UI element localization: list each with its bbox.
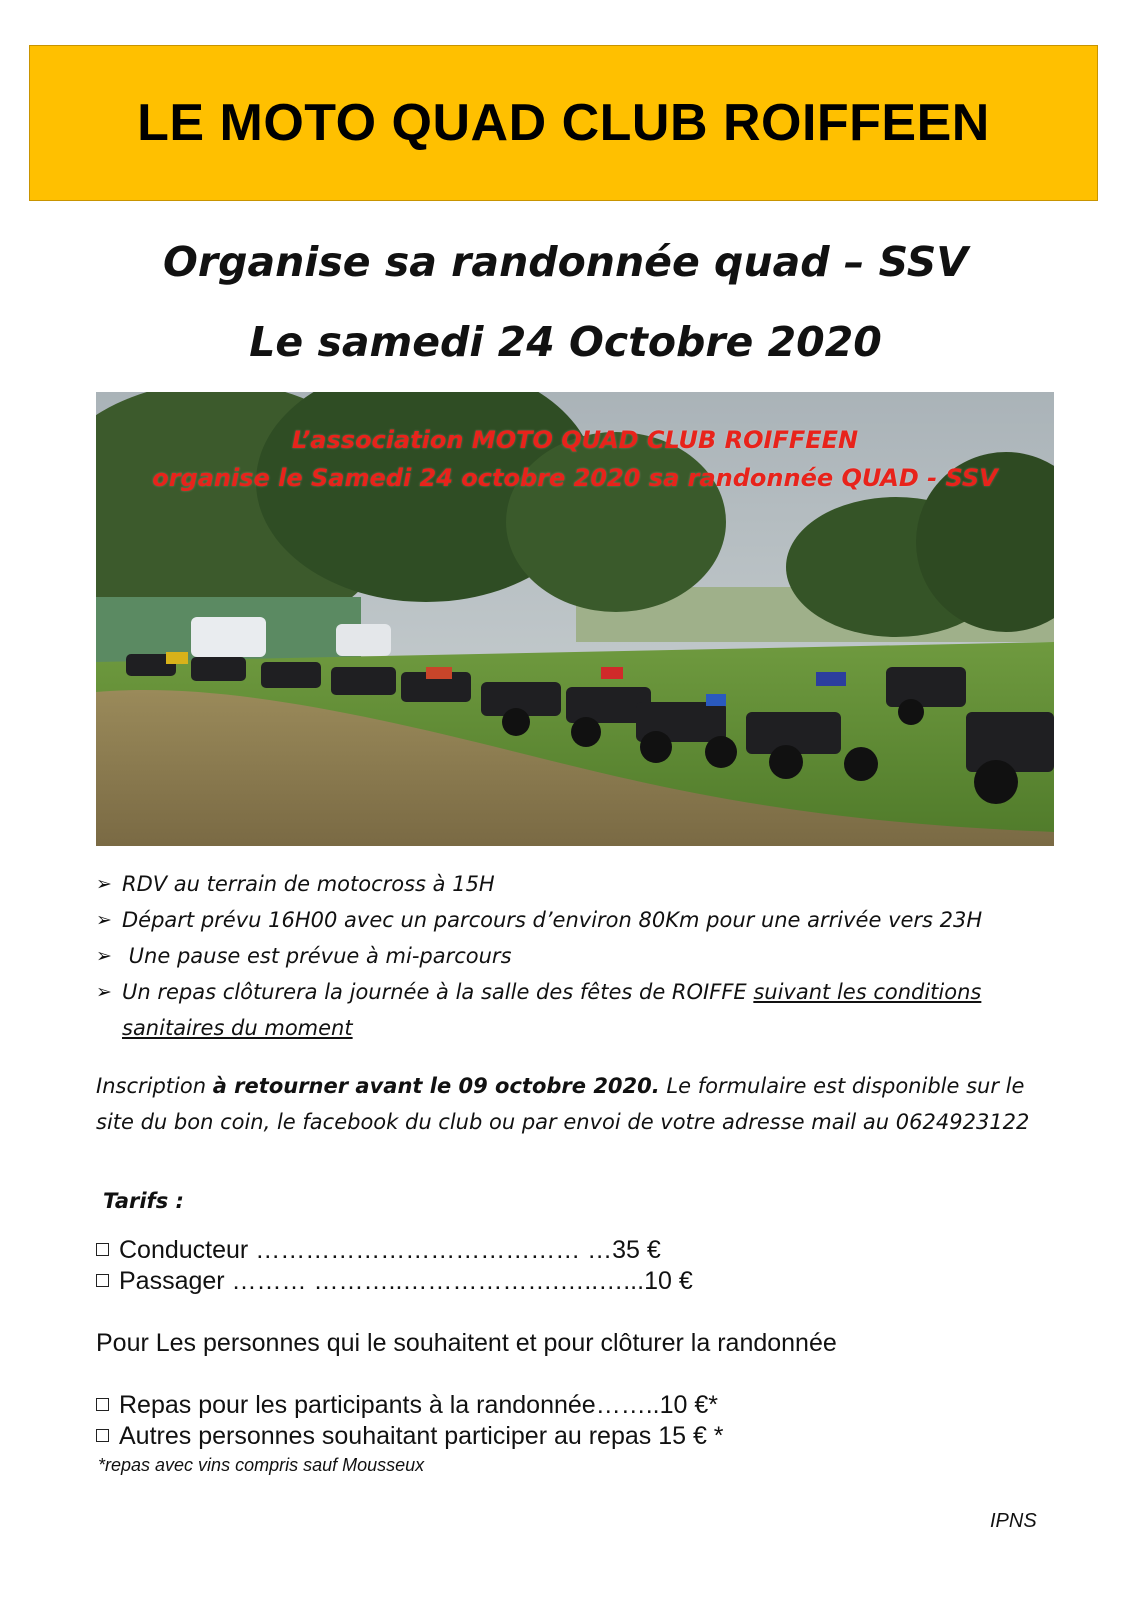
list-item bbox=[96, 938, 1056, 974]
event-date: Le samedi 24 Octobre 2020 bbox=[249, 318, 882, 366]
detail-pause: Une pause est prévue à mi-parcours bbox=[122, 944, 512, 968]
event-heading: Organise sa randonnée quad – SSV bbox=[163, 238, 968, 286]
detail-repas: Un repas clôturera la journée à la salle des fêtes de ROIFFE bbox=[122, 980, 754, 1004]
tarifs-heading: Tarifs : bbox=[103, 1189, 184, 1213]
checkbox-icon bbox=[96, 1398, 109, 1411]
inscription-deadline: à retourner avant le 09 octobre 2020. bbox=[212, 1074, 660, 1098]
repas-footnote: *repas avec vins compris sauf Mousseux bbox=[98, 1455, 425, 1475]
ipns-mark: IPNS bbox=[990, 1510, 1037, 1532]
inscription-details: Le formulaire est disponible sur le site du bon coin, le facebook du club ou par envoi de votre adresse mail au 0624923122 bbox=[96, 1074, 1030, 1134]
arrow-bullet-icon: ➢ bbox=[96, 909, 112, 931]
repas-participants bbox=[96, 1391, 718, 1420]
detail-repas-conditions: suivant les conditions sanitaires du moment bbox=[122, 980, 982, 1040]
title-banner bbox=[29, 45, 1098, 201]
arrow-bullet-icon: ➢ bbox=[96, 873, 112, 895]
tarif-passager bbox=[96, 1267, 693, 1296]
repas-autres bbox=[96, 1422, 724, 1451]
photo-caption-line1: L’association MOTO QUAD CLUB ROIFFEEN bbox=[291, 426, 859, 454]
event-details-list bbox=[96, 866, 1056, 1046]
photo-illustration bbox=[96, 392, 1054, 846]
detail-rdv: RDV au terrain de motocross à 15H bbox=[122, 872, 495, 896]
repas-intro: Pour Les personnes qui le souhaitent et pour clôturer la randonnée bbox=[96, 1329, 837, 1357]
list-item bbox=[96, 902, 1056, 938]
arrow-bullet-icon: ➢ bbox=[96, 945, 112, 967]
list-item bbox=[96, 974, 1056, 1046]
repas-autres-label: Autres personnes souhaitant participer au repas 15 € * bbox=[119, 1422, 724, 1450]
tarif-conducteur bbox=[96, 1236, 661, 1265]
list-item bbox=[96, 866, 1056, 902]
detail-depart: Départ prévu 16H00 avec un parcours d’environ 80Km pour une arrivée vers 23H bbox=[122, 908, 983, 932]
arrow-bullet-icon: ➢ bbox=[96, 981, 112, 1003]
photo-caption-line2: organise le Samedi 24 octobre 2020 sa randonnée QUAD - SSV bbox=[152, 464, 998, 492]
tarif-conducteur-label: Conducteur ………………………………… …35 € bbox=[119, 1236, 661, 1264]
tarif-passager-label: Passager ……… ………..……………….…..…...10 € bbox=[119, 1267, 693, 1295]
quad-group-photo bbox=[96, 392, 1054, 846]
checkbox-icon bbox=[96, 1243, 109, 1256]
checkbox-icon bbox=[96, 1274, 109, 1287]
inscription-paragraph bbox=[96, 1068, 1046, 1140]
checkbox-icon bbox=[96, 1429, 109, 1442]
inscription-prefix: Inscription bbox=[96, 1074, 213, 1098]
club-title: LE MOTO QUAD CLUB ROIFFEEN bbox=[137, 94, 990, 152]
repas-participants-label: Repas pour les participants à la randonnée……..10 €* bbox=[119, 1391, 718, 1419]
